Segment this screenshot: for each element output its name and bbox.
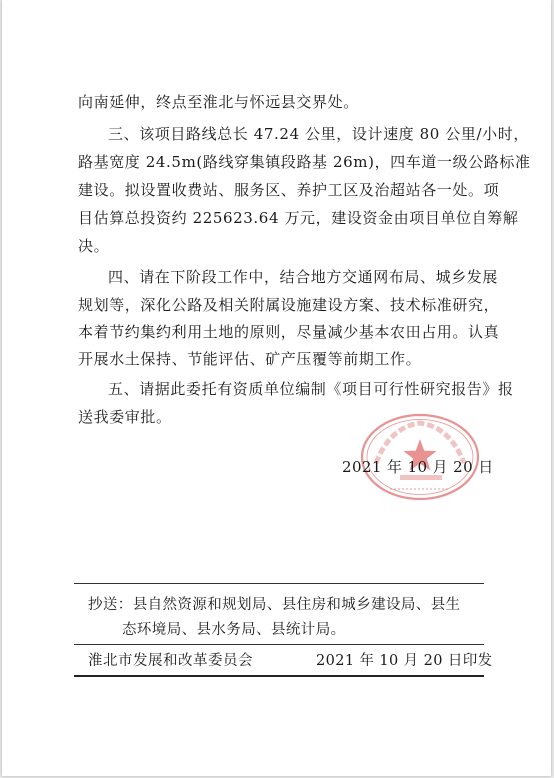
body-line: 五、请据此委托有资质单位编制《项目可行性研究报告》报: [108, 380, 514, 398]
body-line: 开展水土保持、节能评估、矿产压覆等前期工作。: [78, 350, 422, 368]
body-line: 建设。拟设置收费站、服务区、养护工区及治超站各一处。项: [78, 181, 500, 199]
cc-recipients-line: 抄送：县自然资源和规划局、县住房和城乡建设局、县生: [88, 597, 461, 613]
issuing-authority: 淮北市发展和改革委员会: [88, 653, 253, 669]
body-line: 本着节约集约利用土地的原则，尽量减少基本农田占用。认真: [78, 323, 500, 341]
body-line: 路基宽度 24.5m(路线穿集镇段路基 26m)，四车道一级公路标准: [78, 153, 531, 171]
document-page: [2, 0, 551, 776]
footer-bottom-rule: [74, 675, 484, 677]
body-line: 目估算总投资约 225623.64 万元，建设资金由项目单位自筹解: [78, 209, 519, 227]
body-line: 向南延伸，终点至淮北与怀远县交界处。: [78, 93, 359, 111]
body-line: 规划等，深化公路及相关附属设施建设方案、技术标准研究，: [78, 296, 500, 314]
cc-recipients-line: 态环境局、县水务局、县统计局。: [122, 622, 346, 638]
body-line: 送我委审批。: [78, 408, 172, 426]
issue-date: 2021 年 10 月 20 日印发: [316, 653, 493, 669]
signature-date: 2021 年 10 月 20 日: [342, 458, 494, 476]
footer-middle-rule: [74, 644, 484, 645]
official-seal-stamp: [360, 413, 480, 501]
body-line: 决。: [78, 237, 110, 255]
body-line: 三、该项目路线总长 47.24 公里，设计速度 80 公里/小时，: [108, 125, 529, 143]
footer-top-rule: [74, 583, 484, 584]
body-line: 四、请在下阶段工作中，结合地方交通网布局、城乡发展: [108, 268, 499, 286]
